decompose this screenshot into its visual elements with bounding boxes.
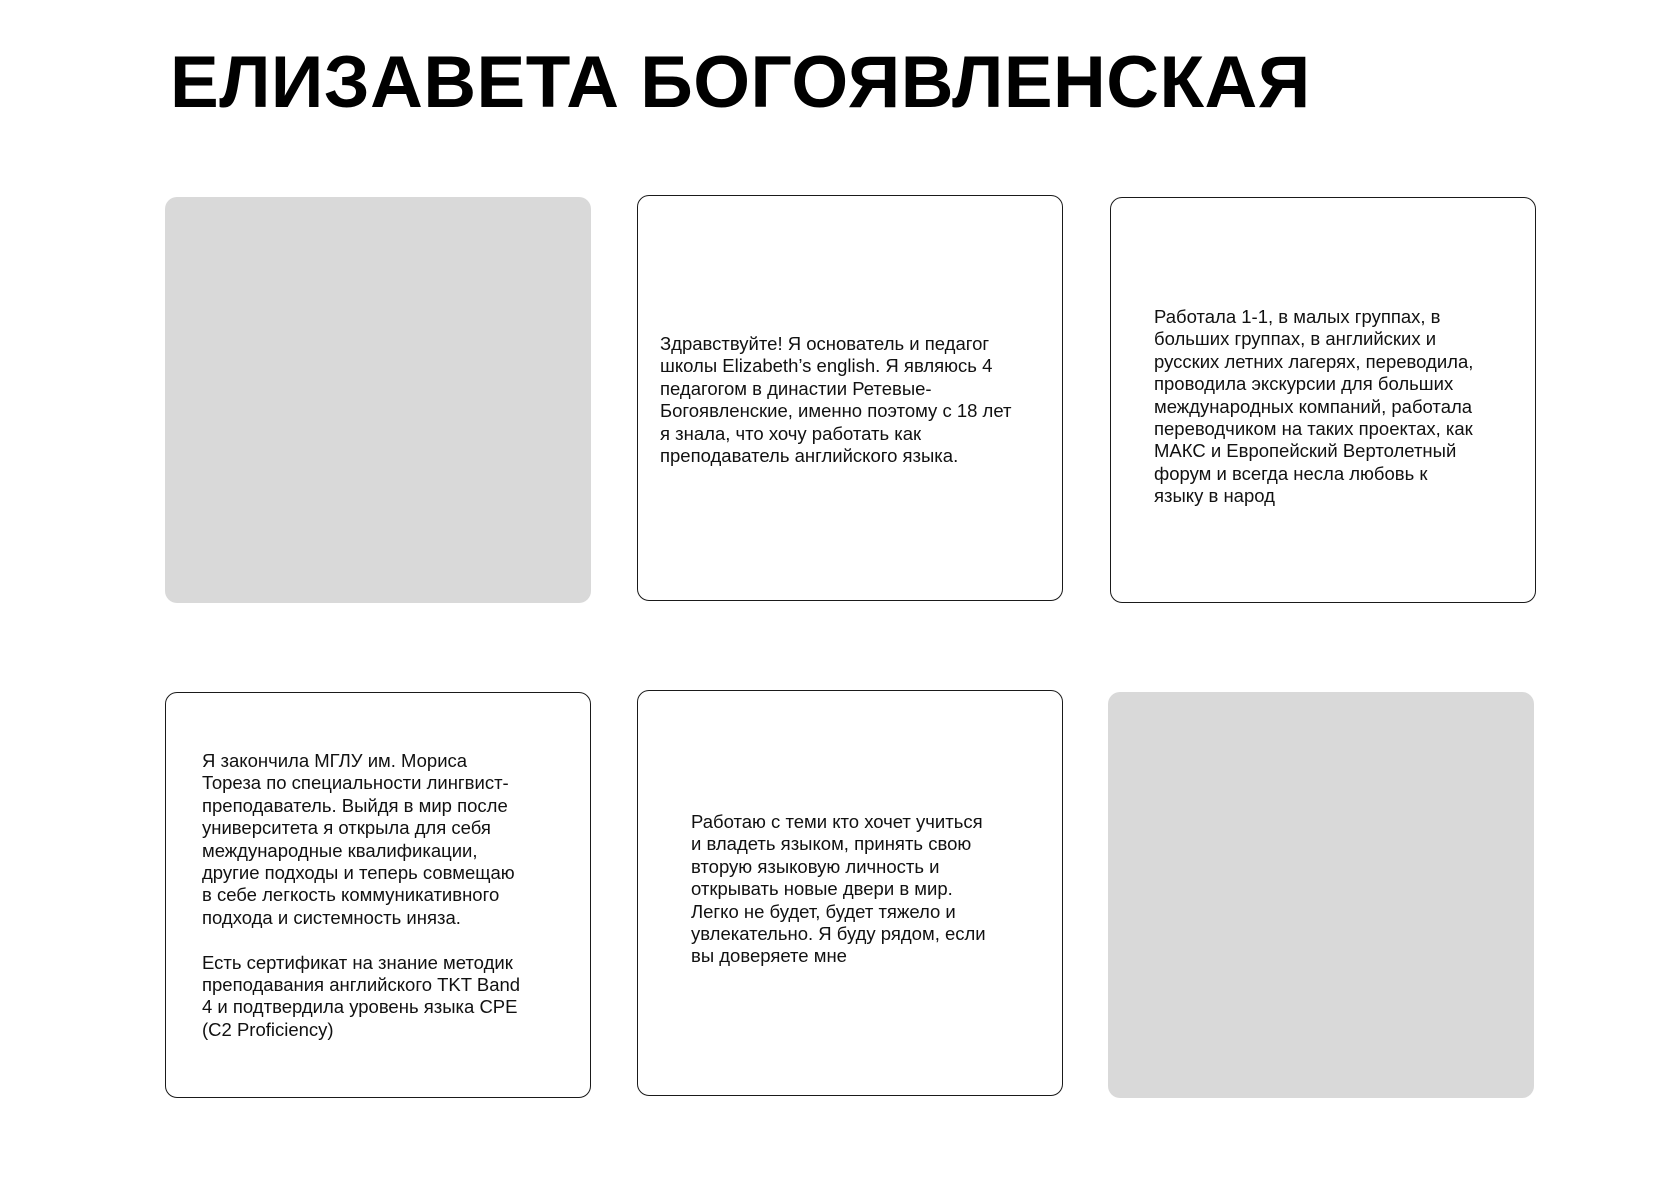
education-card xyxy=(165,692,591,1098)
photo-placeholder-top xyxy=(165,197,591,603)
approach-text: Работаю с теми кто хочет учиться и владеть языком, принять свою вторую языковую личность и открывать новые двери в мир. Легко не будет, будет тяжело и увлекательно. Я буду рядом, если вы доверяете мне xyxy=(691,811,986,967)
approach-card xyxy=(637,690,1063,1096)
intro-text: Здравствуйте! Я основатель и педагог школы Elizabeth’s english. Я являюсь 4 педагогом в династии Ретевые- Богоявленские, именно поэтому с 18 лет я знала, что хочу работать как преподаватель английского языка. xyxy=(660,333,1012,467)
page-title: ЕЛИЗАВЕТА БОГОЯВЛЕНСКАЯ xyxy=(170,42,1311,123)
experience-card xyxy=(1110,197,1536,603)
education-text: Я закончила МГЛУ им. Мориса Тореза по специальности лингвист- преподаватель. Выйдя в мир после университета я открыла для себя международные квалификации, другие подходы и теперь совмещаю в себе легкость коммуникативного подхода и системность иняза. Есть сертификат на знание методик преподавания английского TKT Band 4 и подтвердила уровень языка CPE (C2 Proficiency) xyxy=(202,750,521,1040)
experience-text: Работала 1-1, в малых группах, в больших группах, в английских и русских летних лагерях, переводила, проводила экскурсии для больших международных компаний, работала переводчиком на таких проектах, как МАКС и Европейский Вертолетный форум и всегда несла любовь к языку в народ xyxy=(1154,306,1474,507)
photo-placeholder-bottom xyxy=(1108,692,1534,1098)
intro-card xyxy=(637,195,1063,601)
